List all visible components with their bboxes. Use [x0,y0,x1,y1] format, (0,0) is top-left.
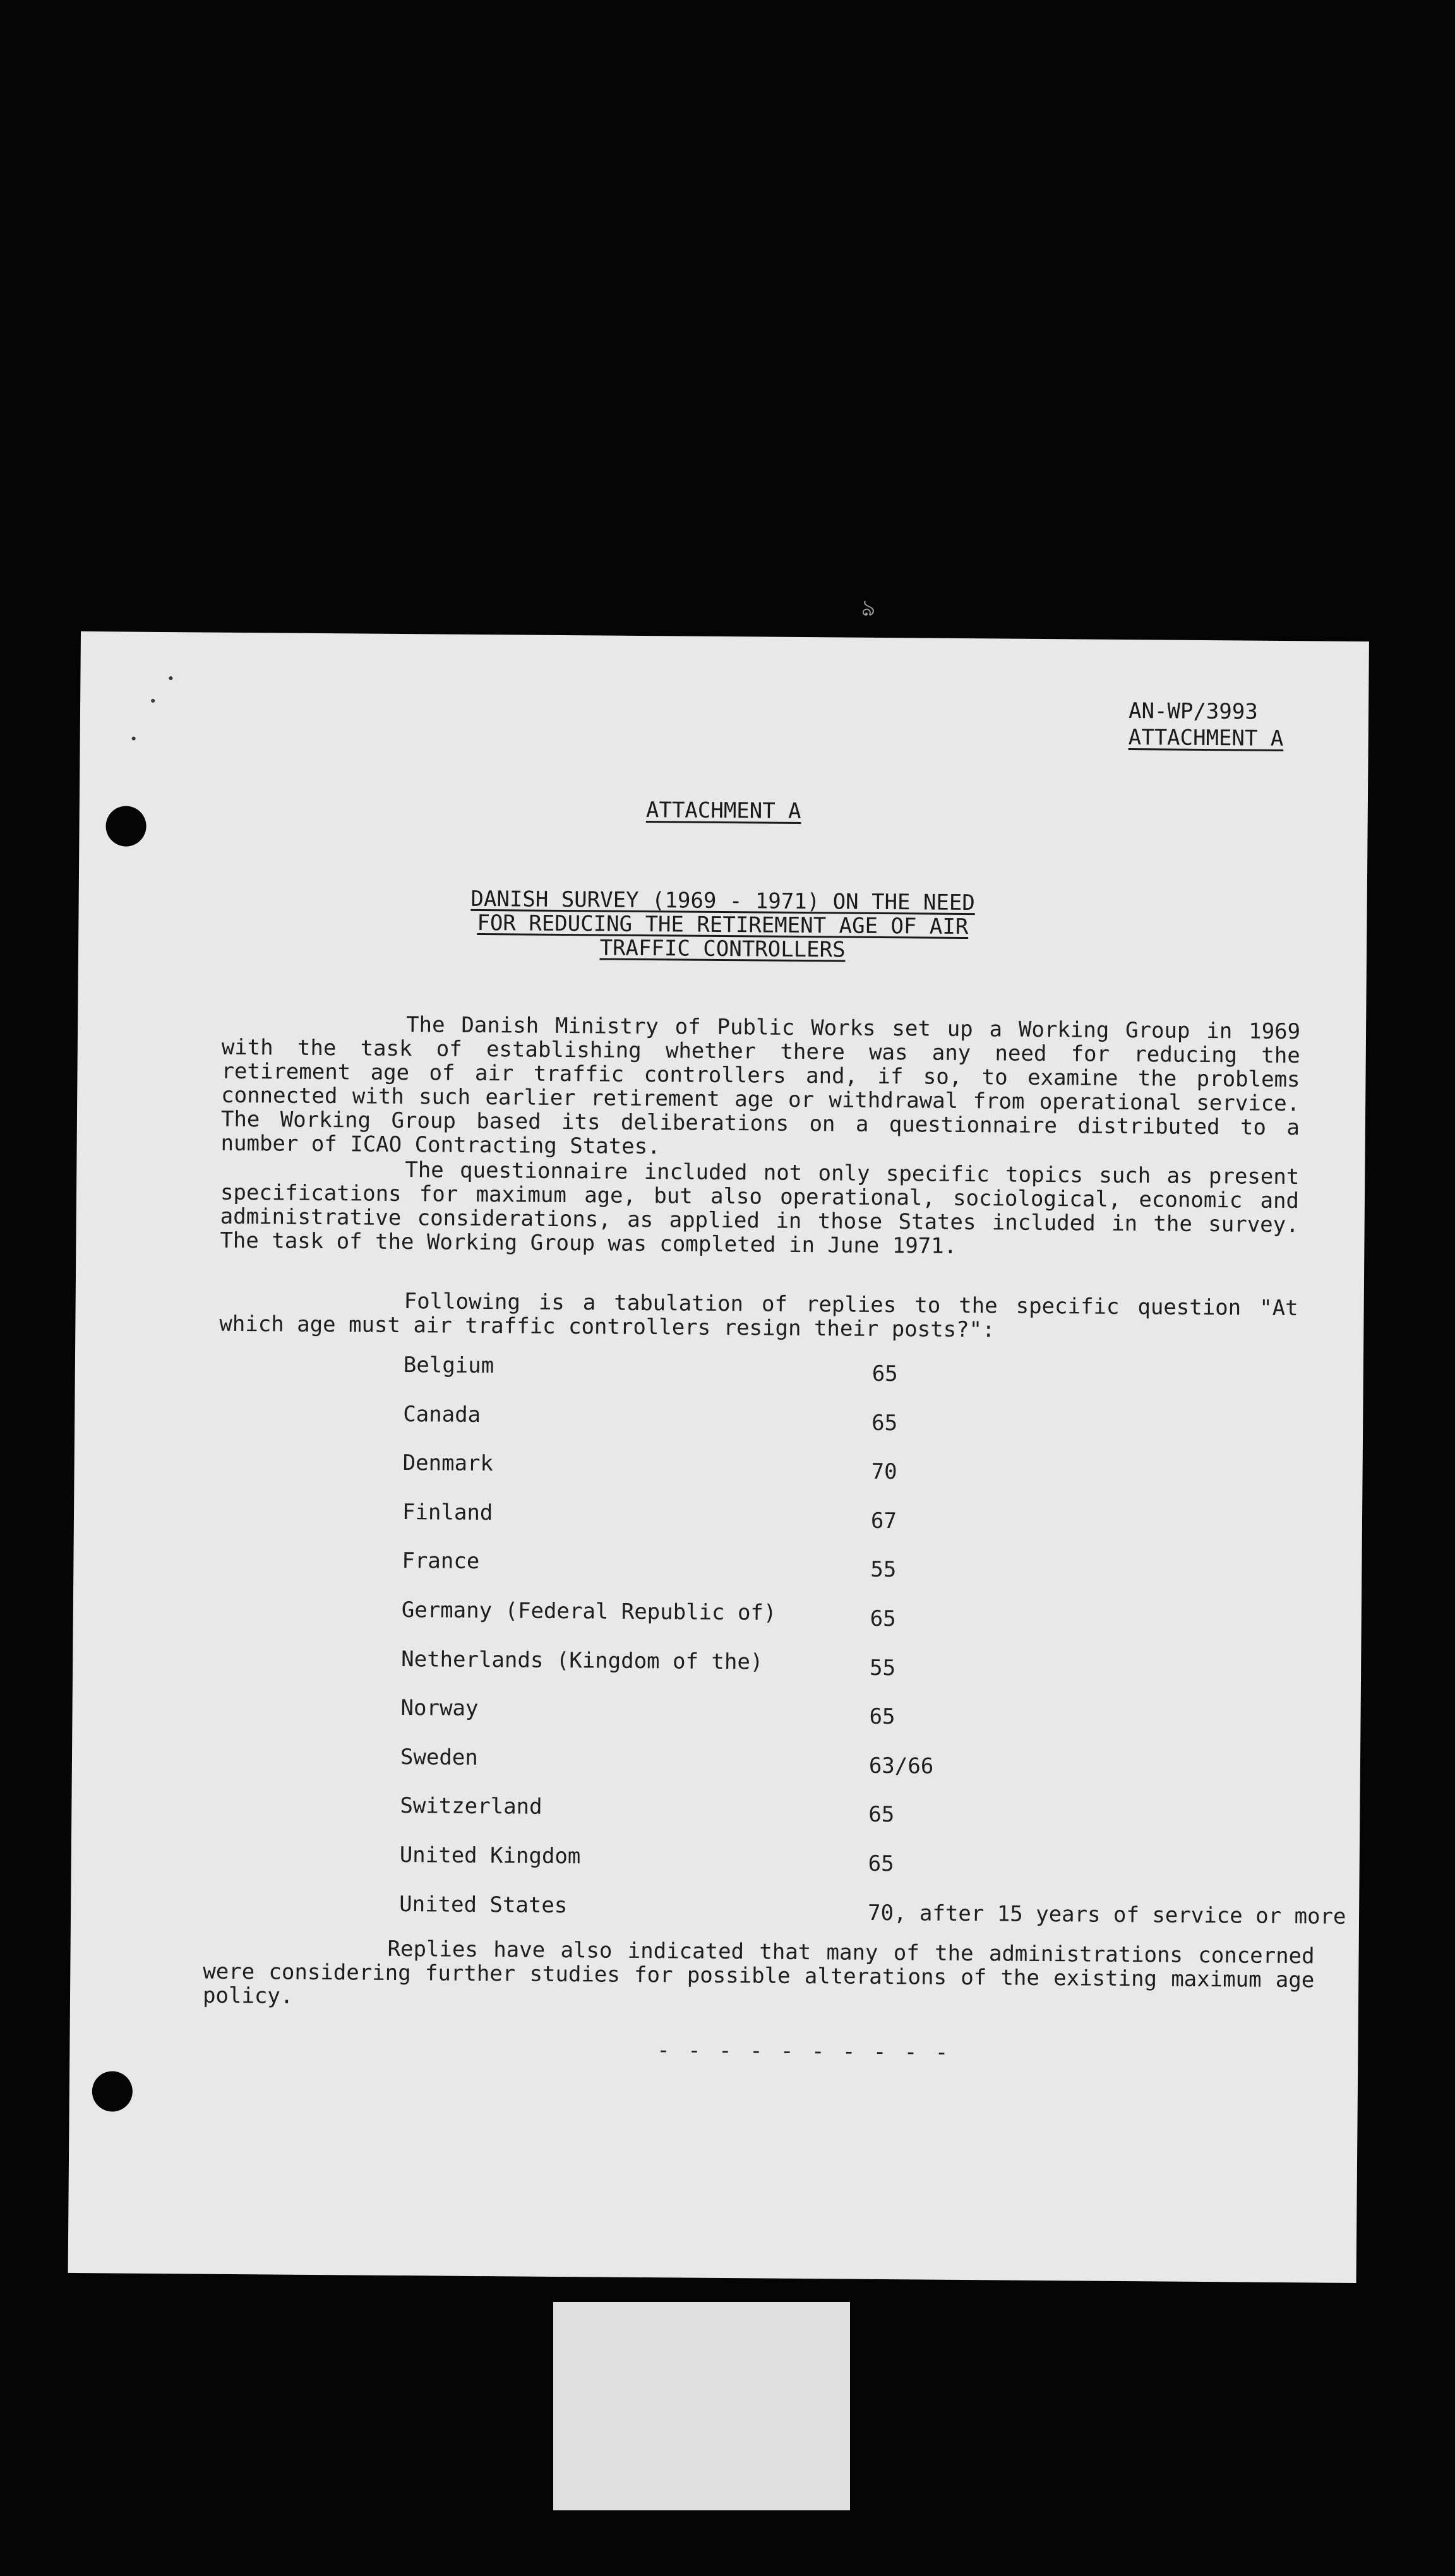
table-row [402,1548,1337,1604]
country-cell: Finland [402,1499,493,1525]
country-cell: Belgium [403,1352,494,1379]
age-cell: 55 [869,1655,896,1681]
country-cell: Netherlands (Kingdom of the) [401,1646,763,1675]
survey-title [78,884,1367,966]
table-row [400,1695,1336,1751]
country-cell: Germany (Federal Republic of) [401,1597,777,1626]
age-cell: 70, after 15 years of service or more [867,1900,1346,1929]
survey-title-line: FOR REDUCING THE RETIREMENT AGE OF AIR [477,910,969,940]
attachment-label: ATTACHMENT A [1128,725,1284,751]
table-row [402,1450,1338,1506]
survey-title-line: DANISH SURVEY (1969 - 1971) ON THE NEED [470,886,975,916]
age-cell: 65 [871,1410,898,1436]
table-row [401,1647,1336,1703]
table-row [403,1402,1338,1458]
page-title: ATTACHMENT A [645,797,801,824]
table-row [399,1842,1334,1899]
country-cell: United States [399,1891,568,1918]
dust-speck [132,737,136,741]
age-cell: 65 [870,1606,896,1632]
end-rule: - - - - - - - - - - [657,2037,951,2065]
age-cell: 63/66 [868,1753,934,1779]
table-row [401,1597,1336,1654]
survey-title-line: TRAFFIC CONTROLLERS [599,935,846,963]
age-cell: 65 [871,1361,898,1387]
table-row [400,1744,1336,1801]
country-cell: Sweden [400,1744,478,1770]
country-cell: United Kingdom [399,1842,581,1869]
document-reference [1129,698,1284,752]
country-cell: Canada [403,1401,481,1428]
paragraph-questionnaire: The questionnaire included not only specific topics such as present specifications for maximum age, but also operational, sociological, economic and administrative considerations, as applied in those States included in the survey. The task of the Working Group was completed in June 1971. [220,1157,1300,1259]
retirement-age-table [399,1352,1346,1948]
doc-number: AN-WP/3993 [1128,698,1258,725]
punch-hole [92,2071,133,2112]
table-row [400,1793,1335,1849]
film-stub-label [553,2302,850,2510]
scanner-clip-mark: ঌ [861,595,875,621]
paragraph-tabulation-intro: Following is a tabulation of replies to the specific question "At which age must air traffic controllers resign their posts?": [219,1289,1298,1343]
age-cell: 65 [868,1851,894,1877]
country-cell: Norway [400,1695,479,1722]
document-page [68,631,1369,2283]
table-row [402,1500,1338,1556]
age-cell: 67 [870,1508,897,1534]
dust-speck [169,676,172,680]
paragraph-conclusion: Replies have also indicated that many of the administrations concerned were considering further studies for possible alterations of the existing maximum age policy. [202,1936,1315,2009]
country-cell: Switzerland [400,1793,542,1820]
age-cell: 70 [871,1459,897,1485]
country-cell: France [402,1548,480,1575]
age-cell: 55 [870,1557,897,1583]
table-row [403,1352,1338,1409]
dust-speck [151,699,155,703]
country-cell: Denmark [402,1450,494,1477]
age-cell: 65 [868,1802,895,1828]
paragraph-intro: The Danish Ministry of Public Works set up a Working Group in 1969 with the task of establishing whether there was any need for reducing the retirement age of air traffic controllers and, if so, to examine the problems connected with such earlier retirement age or withdrawal from operational service. The Working Group based its deliberations on a questionnaire distributed to a number of ICAO Contracting States. [220,1012,1301,1160]
age-cell: 65 [869,1704,895,1730]
